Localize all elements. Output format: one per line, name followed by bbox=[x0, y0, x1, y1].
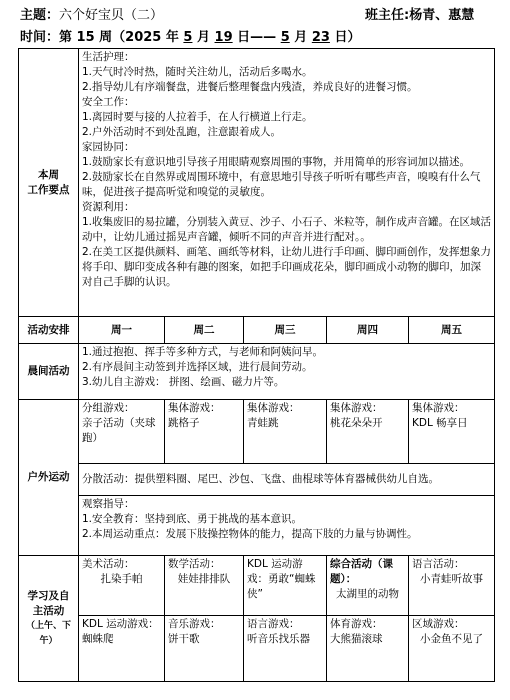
morning-row bbox=[19, 344, 495, 400]
key-point-item: 2.户外活动时不到处乱跑，注意跟着成人。 bbox=[82, 126, 282, 138]
section-home-school: 家园协同： bbox=[82, 141, 135, 153]
outdoor-label: 户外运动 bbox=[19, 400, 79, 556]
theme-label: 主题： bbox=[20, 8, 60, 23]
activity-title: 体育游戏： bbox=[330, 618, 383, 630]
outdoor-game-thu bbox=[327, 400, 409, 464]
key-point-item: 1.收集废旧的易拉罐，分别装入黄豆、沙子、小石子、米粒等，制作成声音罐。在区域活动中，让幼儿通过摇晃声音罐，倾听不同的声音并进行配对。。 bbox=[82, 216, 492, 243]
month-unit: 月 bbox=[196, 30, 210, 45]
activity-title: 语言活动： bbox=[412, 558, 465, 570]
study-label-2: 主活动 bbox=[32, 604, 65, 617]
morning-item: 2.有序晨间主动签到并选择区域，进行晨间劳动。 bbox=[82, 361, 313, 373]
outdoor-games-row bbox=[19, 400, 495, 464]
morning-item: 3.幼儿自主游戏： 拼图、绘画、磁力片等。 bbox=[82, 376, 285, 388]
activity-title: KDL 运动游戏： bbox=[82, 618, 159, 630]
time-line bbox=[20, 26, 360, 45]
day-thursday: 周四 bbox=[327, 317, 409, 344]
section-life-care: 生活护理： bbox=[82, 51, 135, 63]
study-row-2 bbox=[19, 616, 495, 682]
outdoor-observe-row bbox=[19, 496, 495, 556]
key-points-label-2: 工作要点 bbox=[27, 183, 70, 196]
key-point-item: 2.指导幼儿有序端餐盘，进餐后整理餐盘内残渣，养成良好的进餐习惯。 bbox=[82, 81, 418, 93]
teacher-line bbox=[365, 4, 474, 23]
activity-name: 小青蛙听故事 bbox=[420, 573, 484, 585]
day-unit: 日） bbox=[334, 30, 361, 45]
schedule-row bbox=[19, 317, 495, 344]
game-title: 分组游戏： bbox=[82, 402, 135, 414]
morning-item: 1.通过抱抱、挥手等多种方式，与老师和阿姨问早。 bbox=[82, 346, 324, 358]
game-name: 跳格子 bbox=[168, 417, 200, 429]
start-day: 19 bbox=[214, 30, 233, 45]
study-cell bbox=[79, 556, 165, 616]
study-row-1 bbox=[19, 556, 495, 616]
study-cell bbox=[79, 616, 165, 682]
outdoor-scatter: 分散活动：提供塑料圈、尾巴、沙包、飞盘、曲棍球等体育器械供幼儿自选。 bbox=[79, 464, 495, 496]
study-cell bbox=[327, 556, 409, 616]
game-name: 亲子活动（夹球跑） bbox=[82, 417, 156, 444]
activity-title: 区域游戏： bbox=[412, 618, 465, 630]
study-label bbox=[19, 556, 79, 682]
dash-2: — bbox=[263, 30, 277, 45]
morning-label: 晨间活动 bbox=[19, 344, 79, 400]
activity-name: 小金鱼不见了 bbox=[420, 633, 484, 645]
key-point-item: 2.鼓励家长在自然界或周围环境中，有意思地引导孩子听听有哪些声音，嗅嗅有什么气味，促进孩子提高听觉和嗅觉的灵敏度。 bbox=[82, 171, 481, 198]
key-points-content bbox=[79, 49, 495, 317]
study-label-3: （上午、下午） bbox=[25, 620, 71, 646]
study-cell bbox=[409, 556, 495, 616]
outdoor-game-wed bbox=[244, 400, 327, 464]
study-label-1: 学习及自 bbox=[27, 589, 70, 602]
activity-title: KDL 运动游戏：勇敢“蜘蛛侠” bbox=[247, 558, 316, 600]
key-point-item: 1.离园时要与接的人拉着手，在人行横道上行走。 bbox=[82, 111, 313, 123]
observe-title: 观察指导： bbox=[82, 498, 135, 510]
game-title: 集体游戏： bbox=[168, 402, 221, 414]
day-monday: 周一 bbox=[79, 317, 165, 344]
dash-1: — bbox=[250, 30, 264, 45]
game-title: 集体游戏： bbox=[247, 402, 300, 414]
section-safety: 安全工作： bbox=[82, 96, 135, 108]
teacher-label: 班主任: bbox=[365, 8, 410, 23]
key-points-label-1: 本周 bbox=[38, 168, 59, 181]
outdoor-game-fri bbox=[409, 400, 495, 464]
time-label: 时间： bbox=[20, 30, 60, 45]
activity-name: 太湖里的动物 bbox=[336, 588, 399, 600]
study-cell bbox=[244, 556, 327, 616]
activity-name: 娃娃排排队 bbox=[177, 573, 231, 585]
observe-item: 1.安全教育：坚持到底、勇于挑战的基本意识。 bbox=[82, 513, 303, 525]
outdoor-observe bbox=[79, 496, 495, 556]
activity-name: 大熊猫滚球 bbox=[330, 633, 383, 645]
observe-item: 2.本周运动重点：发展下肢操控物体的能力，提高下肢的力量与协调性。 bbox=[82, 528, 418, 540]
month-unit: 月 bbox=[294, 30, 308, 45]
theme-line bbox=[20, 4, 163, 23]
activity-title: 美术活动： bbox=[82, 558, 135, 570]
key-points-label bbox=[19, 49, 79, 317]
day-tuesday: 周二 bbox=[165, 317, 244, 344]
activity-title: 语言游戏： bbox=[247, 618, 300, 630]
key-point-item: 1.鼓励家长有意识地引导孩子用眼睛观察周围的事物，并用简单的形容词加以描述。 bbox=[82, 156, 471, 168]
end-day: 23 bbox=[311, 30, 330, 45]
key-points-row bbox=[19, 49, 495, 317]
activity-title: 音乐游戏： bbox=[168, 618, 221, 630]
section-resources: 资源利用： bbox=[82, 201, 135, 213]
outdoor-game-tue bbox=[165, 400, 244, 464]
morning-content bbox=[79, 344, 495, 400]
theme-value: 六个好宝贝（二） bbox=[59, 8, 164, 23]
activity-title: 数学活动： bbox=[168, 558, 221, 570]
activity-name: 蜘蛛爬 bbox=[82, 633, 114, 645]
start-month: 5 bbox=[183, 30, 193, 45]
game-title: 集体游戏： bbox=[330, 402, 383, 414]
activity-name: 听音乐找乐器 bbox=[247, 633, 310, 645]
key-point-item: 2.在美工区提供颜料、画笔、画纸等材料，让幼儿进行手印画、脚印画创作，发挥想象力将手印、脚印变成各种有趣的图案，如把手印画成花朵，脚印画成小动物的脚印，加深对自己手脚的认识。 bbox=[82, 246, 492, 288]
end-month: 5 bbox=[280, 30, 290, 45]
day-wednesday: 周三 bbox=[244, 317, 327, 344]
activity-name: 扎染手帕 bbox=[100, 573, 143, 585]
key-point-item: 1.天气时冷时热，随时关注幼儿，活动后多喝水。 bbox=[82, 66, 313, 78]
study-cell bbox=[244, 616, 327, 682]
outdoor-game-mon bbox=[79, 400, 165, 464]
game-name: KDL 畅享日 bbox=[412, 417, 468, 429]
game-title: 集体游戏： bbox=[412, 402, 465, 414]
study-cell bbox=[165, 556, 244, 616]
activity-title: 综合活动（课题）： bbox=[330, 558, 393, 585]
outdoor-scatter-row bbox=[19, 464, 495, 496]
activity-name: 饼干歌 bbox=[168, 633, 200, 645]
day-unit: 日 bbox=[237, 30, 251, 45]
study-cell bbox=[165, 616, 244, 682]
teacher-value: 杨青、惠慧 bbox=[409, 8, 475, 23]
study-cell bbox=[409, 616, 495, 682]
study-cell bbox=[327, 616, 409, 682]
schedule-label: 活动安排 bbox=[19, 317, 79, 344]
day-friday: 周五 bbox=[409, 317, 495, 344]
week-text: 第 15 周（2025 年 bbox=[59, 30, 179, 45]
game-name: 桃花朵朵开 bbox=[330, 417, 383, 429]
weekly-plan-table bbox=[18, 48, 495, 682]
game-name: 青蛙跳 bbox=[247, 417, 279, 429]
